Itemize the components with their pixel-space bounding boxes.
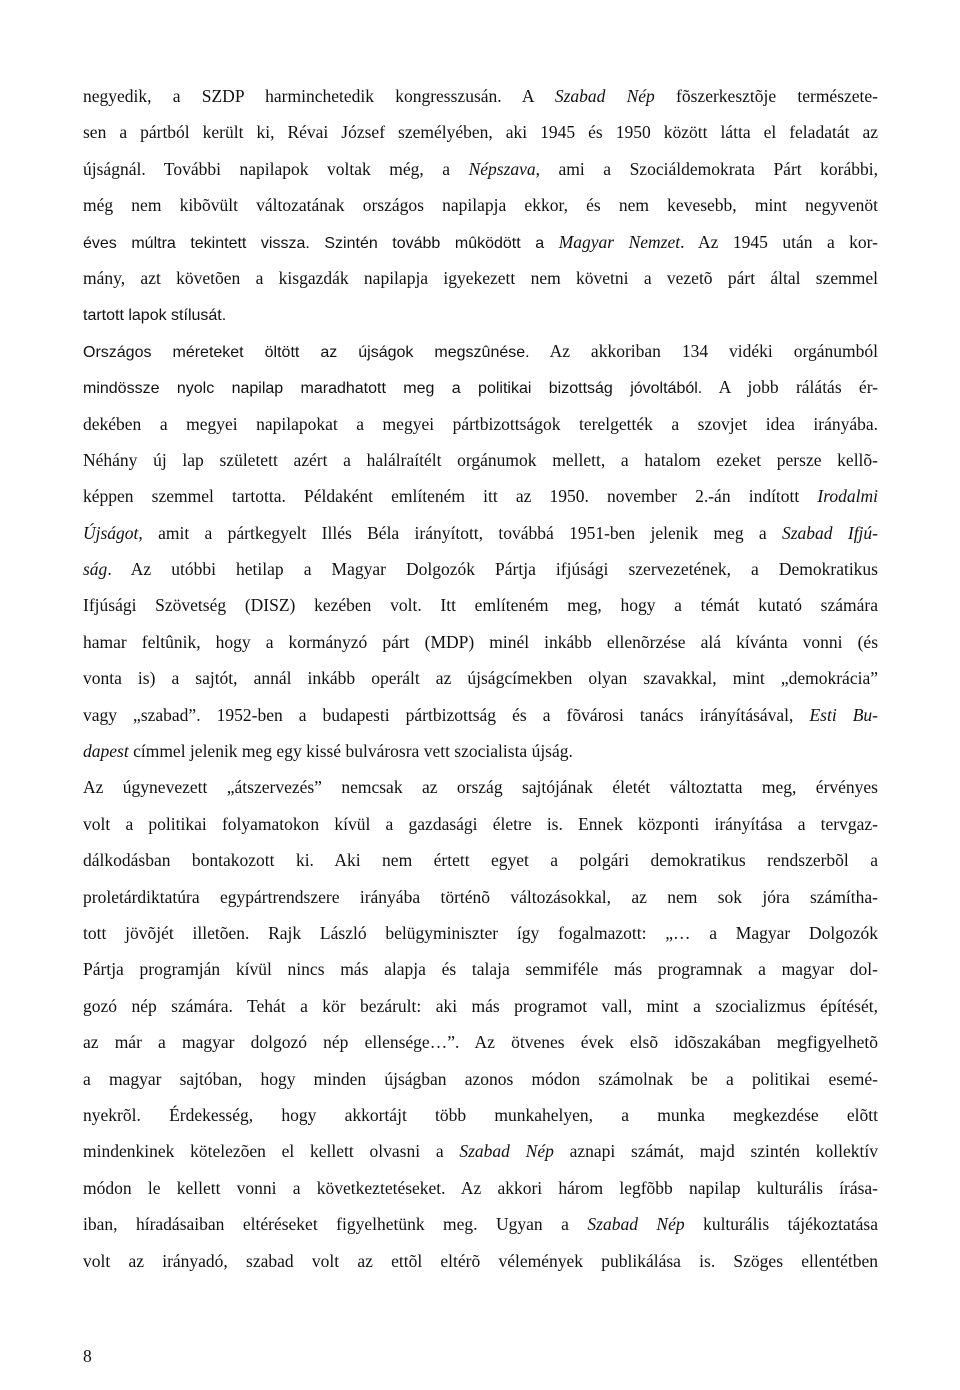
text-line xyxy=(83,842,878,878)
italic-title: Szabad Nép xyxy=(587,1214,685,1235)
text-segment: Az úgynevezett „átszervezés” nemcsak az ország sajtójának életét változtatta meg, érvényes xyxy=(83,777,878,798)
text-segment: éves múltra tekintett vissza. xyxy=(83,234,325,252)
italic-title: Újságot, xyxy=(83,522,143,543)
text-segment: . Az utóbbi hetilap a Magyar Dolgozók Pártja ifjúsági szervezetének, a Demokratikus xyxy=(107,559,878,580)
text-segment: negyedik, a SZDP harminchetedik kongresszusán. A xyxy=(83,86,555,106)
text-line xyxy=(83,515,878,551)
text-segment: volt a politikai folyamatokon kívül a gazdasági életre is. Ennek központi irányítása a tervgaz- xyxy=(83,813,878,834)
text-segment: Néhány új lap született azért a halálraítélt orgánumok mellett, a hatalom ezeket persze kellõ- xyxy=(83,449,878,470)
italic-title: ság xyxy=(83,559,108,580)
text-line xyxy=(83,1133,878,1169)
text-line xyxy=(83,624,878,660)
text-segment: az már a magyar dolgozó nép ellensége…”. Az ötvenes évek elsõ idõszakában megfigyelhetõ xyxy=(83,1032,878,1053)
text-segment: hamar feltûnik, hogy a kormányzó párt (MDP) minél inkább ellenõrzése alá kívánta vonni (és xyxy=(83,631,878,652)
text-line xyxy=(83,187,878,223)
text-segment: Szintén tovább mûködött a xyxy=(324,234,559,252)
text-segment: Az akkoriban 134 vidéki orgánumból xyxy=(529,340,878,361)
text-segment: vagy „szabad”. 1952-ben a budapesti pártbizottság és a fõvárosi tanács irányításával, xyxy=(83,704,810,725)
italic-title: Szabad Ifjú- xyxy=(781,522,878,543)
text-line xyxy=(83,442,878,478)
text-segment: kulturális tájékoztatása xyxy=(684,1214,879,1235)
text-segment: iban, híradásaiban eltéréseket figyelhetünk meg. Ugyan a xyxy=(83,1214,588,1235)
text-segment: mindössze nyolc napilap maradhatott meg a politikai bizottság jóvoltából. xyxy=(83,380,703,398)
text-line xyxy=(83,697,878,733)
text-line xyxy=(83,78,878,114)
text-line xyxy=(83,1170,878,1206)
text-segment: dálkodásban bontakozott ki. Aki nem értett egyet a polgári demokratikus rendszerbõl a xyxy=(83,850,878,871)
text-line xyxy=(83,333,878,369)
text-segment: címmel jelenik meg egy kissé bulvárosra vett szocialista újság. xyxy=(128,741,573,762)
text-segment: mindenkinek kötelezõen el kellett olvasni a xyxy=(83,1141,460,1162)
italic-title: Irodalmi xyxy=(817,486,878,507)
text-line xyxy=(83,1097,878,1133)
text-line xyxy=(83,478,878,514)
italic-title: dapest xyxy=(83,741,129,762)
text-segment: amit a pártkegyelt Illés Béla irányított, továbbá 1951-ben jelenik meg a xyxy=(142,522,782,543)
text-segment: dekében a megyei napilapokat a megyei pártbizottságok terelgették a szovjet idea irányába. xyxy=(83,413,878,434)
text-line xyxy=(83,587,878,623)
text-line xyxy=(83,406,878,442)
text-segment: fõszerkesztõje természete- xyxy=(654,86,879,106)
text-line xyxy=(83,369,878,405)
text-line xyxy=(83,769,878,805)
text-line xyxy=(83,114,878,150)
text-segment: Pártja programján kívül nincs más alapja és talaja semmiféle más programnak a magyar dol- xyxy=(83,959,878,980)
italic-title: Népszava xyxy=(468,158,536,179)
italic-title: Esti Bu- xyxy=(809,704,878,725)
text-segment: tartott lapok stílusát. xyxy=(83,307,227,325)
text-line xyxy=(83,224,878,260)
text-line xyxy=(83,1024,878,1060)
text-segment: sen a pártból került ki, Révai József személyében, aki 1945 és 1950 között látta el feladatát az xyxy=(83,122,878,143)
text-line xyxy=(83,260,878,296)
text-line xyxy=(83,551,878,587)
text-segment: A jobb rálátás ér- xyxy=(702,377,879,398)
page-number: 8 xyxy=(83,1346,92,1366)
text-segment: mány, azt követõen a kisgazdák napilapja igyekezett nem követni a vezetõ párt által szemmel xyxy=(83,267,878,288)
text-line xyxy=(83,660,878,696)
text-segment: . Az 1945 után a kor- xyxy=(680,231,878,252)
text-line xyxy=(83,951,878,987)
text-line xyxy=(83,296,878,332)
body-text xyxy=(83,78,878,1279)
text-line xyxy=(83,151,878,187)
text-segment: , ami a Szociáldemokrata Párt korábbi, xyxy=(535,158,878,179)
text-segment: a magyar sajtóban, hogy minden újságban azonos módon számolnak be a politikai esemé- xyxy=(83,1068,878,1089)
text-segment: volt az irányadó, szabad volt az ettõl eltérõ vélemények publikálása is. Szöges ellentétben xyxy=(83,1250,878,1271)
text-segment: Ifjúsági Szövetség (DISZ) kezében volt. Itt említeném meg, hogy a témát kutató számára xyxy=(83,595,878,616)
text-line xyxy=(83,1206,878,1242)
text-segment: proletárdiktatúra egypártrendszere irányába történõ változásokkal, az nem sok jóra számítha- xyxy=(83,886,878,907)
text-line xyxy=(83,1061,878,1097)
italic-title: Szabad Nép xyxy=(554,86,655,106)
text-segment: nyekrõl. Érdekesség, hogy akkortájt több munkahelyen, a munka megkezdése elõtt xyxy=(83,1104,878,1125)
text-line xyxy=(83,879,878,915)
text-segment: tott jövõjét illetõen. Rajk László belügyminiszter így fogalmazott: „… a Magyar Dolgozók xyxy=(83,922,878,943)
text-segment: módon le kellett vonni a következtetéseket. Az akkori három legfõbb napilap kulturális írása- xyxy=(83,1177,878,1198)
italic-title: Szabad Nép xyxy=(459,1141,554,1162)
text-segment: vonta is) a sajtót, annál inkább operált az újságcímekben olyan szavakkal, mint „demokrácia” xyxy=(83,668,878,689)
text-line xyxy=(83,915,878,951)
text-segment: újságnál. További napilapok voltak még, a xyxy=(83,158,469,179)
text-segment: még nem kibõvült változatának országos napilapja ekkor, és nem kevesebb, mint negyvenöt xyxy=(83,195,878,216)
text-line xyxy=(83,1243,878,1279)
text-segment: aznapi számát, majd szintén kollektív xyxy=(553,1141,878,1162)
text-segment: gozó nép számára. Tehát a kör bezárult: aki más programot vall, mint a szocializmus építését, xyxy=(83,995,878,1016)
text-line xyxy=(83,733,878,769)
text-line xyxy=(83,806,878,842)
text-line xyxy=(83,988,878,1024)
text-segment: képpen szemmel tartotta. Példaként említeném itt az 1950. november 2.-án indított xyxy=(83,486,818,507)
italic-title: Magyar Nemzet xyxy=(558,231,681,252)
text-segment: Országos méreteket öltött az újságok megszûnése. xyxy=(83,343,530,361)
